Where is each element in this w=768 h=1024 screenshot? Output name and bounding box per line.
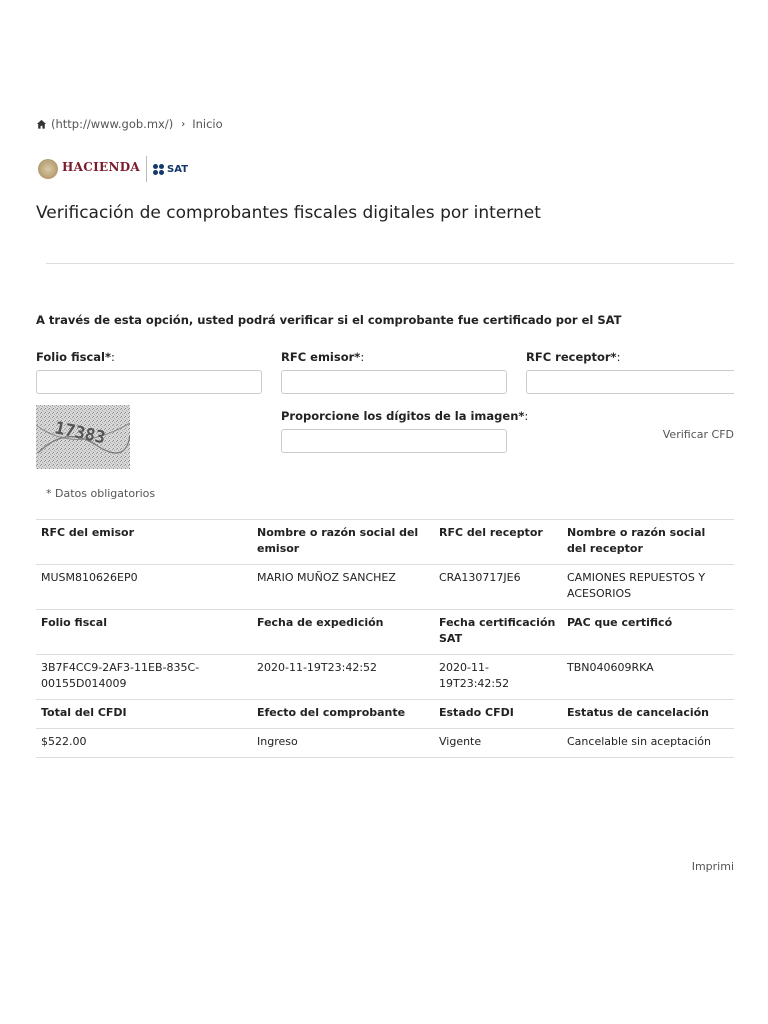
value-cell: TBN040609RKA <box>562 655 734 700</box>
captcha-label: Proporcione los dígitos de la imagen*: <box>281 409 529 423</box>
results-table <box>36 519 734 758</box>
value-cell: $522.00 <box>36 729 252 758</box>
table-header-row <box>36 700 734 729</box>
chevron-right-icon: › <box>181 118 186 130</box>
required-note: * Datos obligatorios <box>46 487 156 500</box>
header-cell: Nombre o razón social del emisor <box>252 520 434 565</box>
sat-name: SAT <box>167 163 189 175</box>
value-cell: 3B7F4CC9-2AF3-11EB-835C-00155D014009 <box>36 655 252 700</box>
folio-input[interactable] <box>36 370 262 394</box>
value-cell: CRA130717JE6 <box>434 565 562 610</box>
hacienda-name: HACIENDA <box>62 159 141 174</box>
hacienda-subtitle <box>62 173 140 178</box>
table-row <box>36 655 734 700</box>
value-cell: 2020-11-19T23:42:52 <box>252 655 434 700</box>
sat-logo <box>147 164 217 175</box>
captcha-input[interactable] <box>281 429 507 453</box>
table-header-row <box>36 520 734 565</box>
hacienda-logo <box>38 156 147 182</box>
value-cell: Ingreso <box>252 729 434 758</box>
value-cell: CAMIONES REPUESTOS Y ACESORIOS <box>562 565 734 610</box>
header-cell: PAC que certificó <box>562 610 734 655</box>
intro-text: A través de esta opción, usted podrá verificar si el comprobante fue certificado por el SAT <box>36 313 622 327</box>
home-link[interactable]: (http://www.gob.mx/) <box>51 117 174 131</box>
breadcrumb-current[interactable]: Inicio <box>192 117 223 131</box>
header-cell: Estado CFDI <box>434 700 562 729</box>
header-cell: Nombre o razón social del receptor <box>562 520 734 565</box>
header-cell: Estatus de cancelación <box>562 700 734 729</box>
header-cell: Fecha de expedición <box>252 610 434 655</box>
table-row <box>36 729 734 758</box>
header-cell: RFC del receptor <box>434 520 562 565</box>
value-cell: Vigente <box>434 729 562 758</box>
header-cell: Fecha certificación SAT <box>434 610 562 655</box>
rfc-emisor-label: RFC emisor*: <box>281 350 365 364</box>
value-cell: Cancelable sin aceptación <box>562 729 734 758</box>
sat-subtitle <box>191 167 217 171</box>
logos <box>38 156 217 182</box>
captcha-text: 17383 <box>52 418 107 449</box>
home-icon[interactable] <box>36 119 47 130</box>
value-cell: 2020-11-19T23:42:52 <box>434 655 562 700</box>
table-header-row <box>36 610 734 655</box>
header-cell: Folio fiscal <box>36 610 252 655</box>
header-cell: Efecto del comprobante <box>252 700 434 729</box>
breadcrumb <box>36 117 223 131</box>
header-cell: Total del CFDI <box>36 700 252 729</box>
captcha-image <box>36 405 130 469</box>
folio-label: Folio fiscal*: <box>36 350 115 364</box>
value-cell: MUSM810626EP0 <box>36 565 252 610</box>
header-cell: RFC del emisor <box>36 520 252 565</box>
seal-icon <box>38 159 58 179</box>
print-button[interactable]: Imprimi <box>691 860 734 873</box>
rfc-receptor-input[interactable] <box>526 370 734 394</box>
table-row <box>36 565 734 610</box>
page-title: Verificación de comprobantes fiscales digitales por internet <box>36 203 541 223</box>
rfc-emisor-input[interactable] <box>281 370 507 394</box>
value-cell: MARIO MUÑOZ SANCHEZ <box>252 565 434 610</box>
rfc-receptor-label: RFC receptor*: <box>526 350 621 364</box>
sat-dots-icon <box>153 164 164 175</box>
verify-cfdi-button[interactable]: Verificar CFD <box>662 428 734 441</box>
divider <box>46 263 734 264</box>
